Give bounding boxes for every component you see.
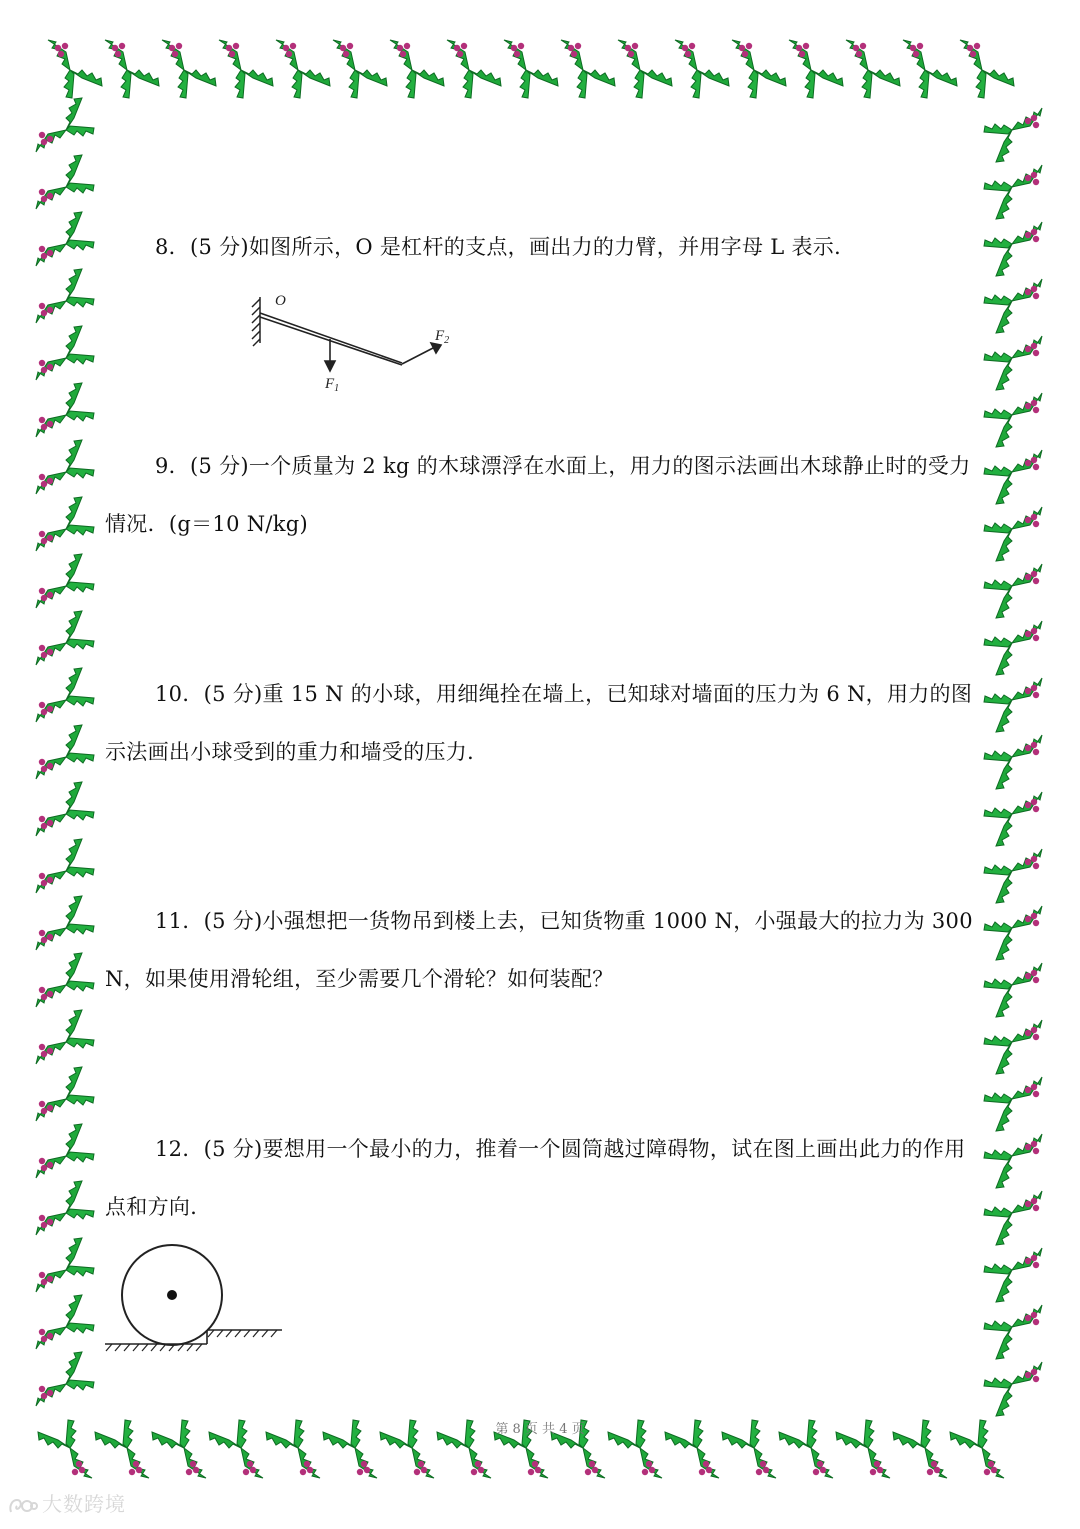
force-1-arrow (325, 339, 335, 371)
pivot-label: O (275, 293, 286, 309)
holly-sprig-icon (984, 564, 1042, 618)
question-10 (105, 665, 975, 781)
holly-sprig-icon (984, 1020, 1042, 1074)
holly-sprig-icon (984, 1305, 1042, 1359)
question-11-text: 11．(5 分)小强想把一货物吊到楼上去，已知货物重 1000 N，小强最大的拉力为 300 N，如果使用滑轮组，至少需要几个滑轮？如何装配？ (105, 909, 973, 991)
holly-sprig-icon (984, 735, 1042, 789)
holly-sprig-icon (36, 953, 94, 1007)
question-12 (105, 1120, 975, 1236)
lever-figure (235, 285, 475, 405)
holly-sprig-icon (36, 668, 94, 722)
holly-sprig-icon (984, 1191, 1042, 1245)
holly-sprig-icon (984, 906, 1042, 960)
watermark-logo-icon (8, 1496, 38, 1516)
holly-sprig-icon (984, 279, 1042, 333)
holly-sprig-icon (36, 98, 94, 152)
holly-sprig-icon (390, 40, 444, 98)
holly-sprig-icon (984, 450, 1042, 504)
holly-sprig-icon (333, 40, 387, 98)
force-1-label: $F_1$ (325, 376, 340, 394)
watermark-text: 大数跨境 (42, 1492, 126, 1516)
holly-sprig-icon (36, 212, 94, 266)
holly-sprig-icon (447, 40, 501, 98)
page-number: 第 8 页 共 4 页 (495, 1422, 585, 1437)
holly-sprig-icon (36, 1124, 94, 1178)
holly-sprig-icon (36, 326, 94, 380)
holly-sprig-icon (276, 40, 330, 98)
question-8-text: 8．(5 分)如图所示，O 是杠杆的支点，画出力的力臂，并用字母 L 表示． (155, 235, 856, 259)
holly-sprig-icon (36, 1067, 94, 1121)
force-2-arrow (402, 343, 441, 364)
holly-sprig-icon (36, 1295, 94, 1349)
question-12-text: 12．(5 分)要想用一个最小的力，推着一个圆筒越过障碍物，试在图上画出此力的作用点和方向． (105, 1137, 966, 1219)
holly-sprig-icon (984, 165, 1042, 219)
holly-sprig-icon (36, 1010, 94, 1064)
holly-sprig-icon (36, 1238, 94, 1292)
holly-sprig-icon (36, 383, 94, 437)
holly-sprig-icon (219, 40, 273, 98)
holly-sprig-icon (618, 40, 672, 98)
holly-sprig-icon (36, 1352, 94, 1406)
holly-sprig-icon (984, 108, 1042, 162)
holly-sprig-icon (984, 792, 1042, 846)
ground-lower (105, 1330, 282, 1344)
cylinder-center (167, 1290, 177, 1300)
holly-sprig-icon (984, 678, 1042, 732)
cylinder-figure (100, 1240, 290, 1360)
holly-sprig-icon (984, 393, 1042, 447)
holly-sprig-icon (36, 725, 94, 779)
holly-sprig-icon (36, 269, 94, 323)
watermark (8, 1488, 126, 1517)
holly-sprig-icon (36, 782, 94, 836)
holly-sprig-icon (984, 621, 1042, 675)
holly-sprig-icon (984, 222, 1042, 276)
holly-sprig-icon (984, 1134, 1042, 1188)
holly-sprig-icon (561, 40, 615, 98)
holly-sprig-icon (105, 40, 159, 98)
holly-sprig-icon (36, 611, 94, 665)
holly-sprig-icon (675, 40, 729, 98)
question-11 (105, 892, 975, 1008)
wall-hatch (252, 297, 260, 346)
holly-sprig-icon (984, 1077, 1042, 1131)
holly-sprig-icon (36, 440, 94, 494)
holly-sprig-icon (36, 896, 94, 950)
question-9-text: 9．(5 分)一个质量为 2 kg 的木球漂浮在水面上，用力的图示法画出木球静止时的受力情况．(g＝10 N/kg) (105, 454, 971, 536)
lever-bar (260, 313, 402, 365)
question-8 (105, 218, 975, 276)
holly-sprig-icon (36, 1181, 94, 1235)
holly-sprig-icon (984, 1362, 1042, 1416)
holly-sprig-icon (36, 497, 94, 551)
holly-sprig-icon (504, 40, 558, 98)
holly-sprig-icon (984, 963, 1042, 1017)
holly-sprig-icon (36, 839, 94, 893)
holly-sprig-icon (36, 554, 94, 608)
question-9 (105, 437, 975, 553)
holly-sprig-icon (960, 40, 1014, 98)
force-2-label: $F_2$ (435, 328, 450, 346)
holly-sprig-icon (984, 1248, 1042, 1302)
holly-sprig-icon (903, 40, 957, 98)
holly-sprig-icon (984, 336, 1042, 390)
holly-sprig-icon (732, 40, 786, 98)
question-10-text: 10．(5 分)重 15 N 的小球，用细绳拴在墙上，已知球对墙面的压力为 6 N，用力的图示法画出小球受到的重力和墙受的压力． (105, 682, 973, 764)
holly-sprig-icon (984, 849, 1042, 903)
holly-sprig-icon (984, 507, 1042, 561)
holly-sprig-icon (48, 40, 102, 98)
holly-sprig-icon (162, 40, 216, 98)
holly-sprig-icon (36, 155, 94, 209)
holly-sprig-icon (789, 40, 843, 98)
holly-sprig-icon (846, 40, 900, 98)
